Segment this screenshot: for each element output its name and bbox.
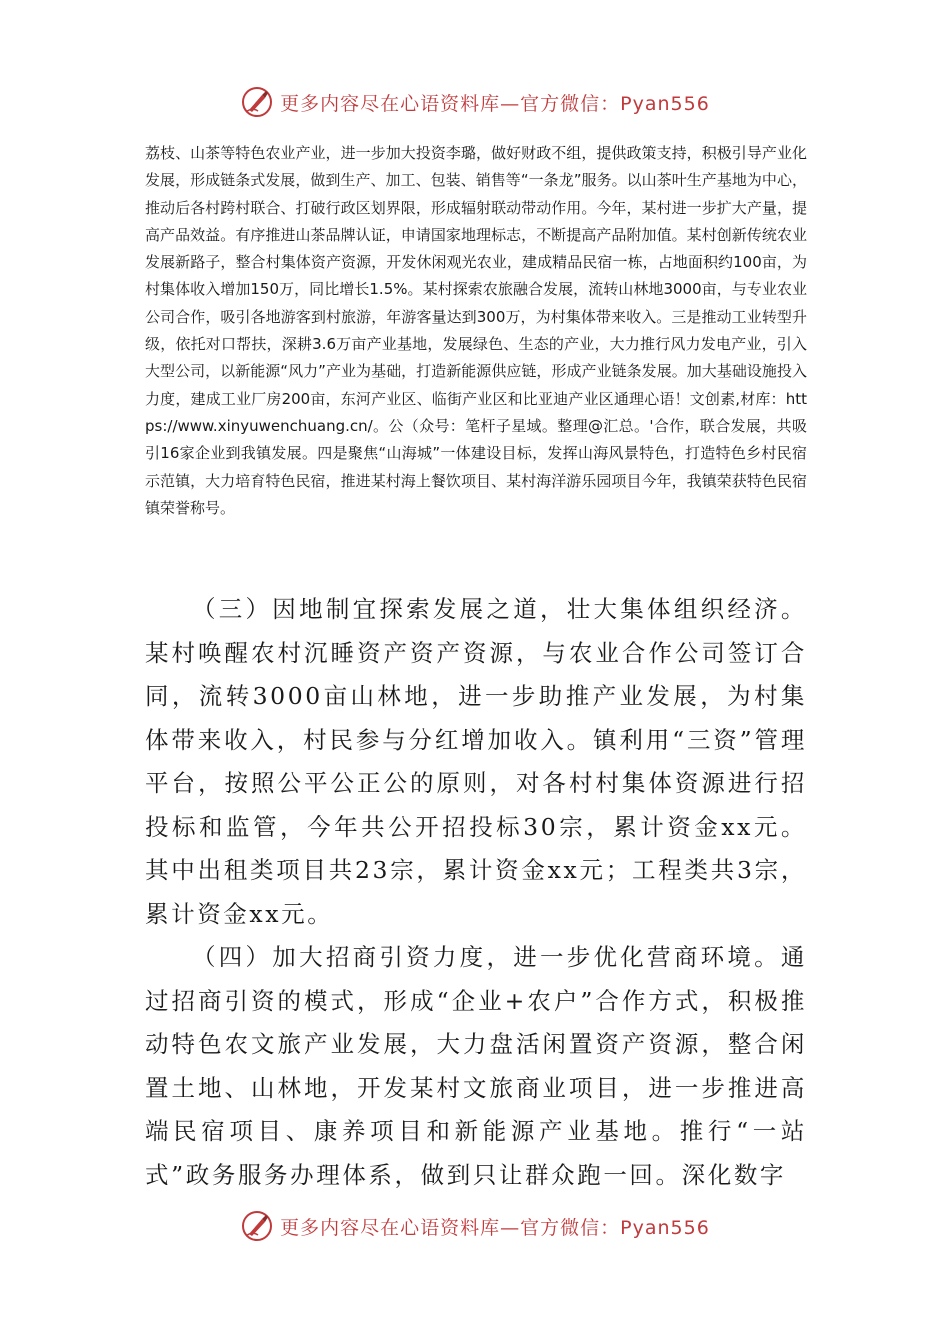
banner-text	[280, 89, 710, 116]
banner-label: 更多内容尽在心语资料库—官方微信：	[280, 92, 621, 115]
section-3-heading: （三）因地制宜探索发展之道，壮大集体组织经济。	[192, 595, 807, 623]
section-4-paragraph	[145, 936, 807, 1197]
footer-banner	[0, 1206, 950, 1246]
banner-text	[280, 1213, 710, 1240]
continuation-paragraph: 荔枝、山茶等特色农业产业，进一步加大投资李璐，做好财政不组，提供政策支持，积极引导产业化发展，形成链条式发展，做到生产、加工、包装、销售等“一条龙”服务。以山茶叶生产基地为中心，推动后各村跨村联合、打破行政区划界限，形成辐射联动带动作用。今年，某村进一步扩大产量，提高产品效益。有序推进山茶品牌认证，申请国家地理标志，不断提高产品附加值。某村创新传统农业发展新路子，整合村集体资产资源，开发休闲观光农业，建成精品民宿一栋，占地面积约100亩，为村集体收入增加150万，同比增长1.5%。某村探索农旅融合发展，流转山林地3000亩，与专业农业公司合作，吸引各地游客到村旅游，年游客量达到300万，为村集体带来收入。三是推动工业转型升级，依托对口帮扶，深耕3.6万亩产业基地，发展绿色、生态的产业，大力推行风力发电产业，引入大型公司，以新能源“风力”产业为基础，打造新能源供应链，形成产业链条发展。加大基础设施投入力度，建成工业厂房200亩，东河产业区、临街产业区和比亚迪产业区通理心语！文创素,材库：https://www.xinyuwenchuang.cn/。公（众号：笔杆子星域。整理@汇总。'合作，联合发展，共吸引16家企业到我镇发展。四是聚焦“山海城”一体建设目标，发挥山海风景特色，打造特色乡村民宿示范镇，大力培育特色民宿，推进某村海上餐饮项目、某村海洋游乐园项目今年，我镇荣获特色民宿镇荣誉称号。	[145, 144, 807, 517]
header-banner	[0, 82, 950, 122]
pen-logo-icon	[240, 85, 274, 119]
banner-label: 更多内容尽在心语资料库—官方微信：	[280, 1216, 621, 1239]
section-4-heading: （四）加大招商引资力度，进一步优化营商环境。	[192, 943, 781, 971]
pen-logo-icon	[240, 1209, 274, 1243]
section-3-body: 某村唤醒农村沉睡资产资产资源，与农业合作公司签订合同，流转3000亩山林地，进一步助推产业发展，为村集体带来收入，村民参与分红增加收入。镇利用“三资”管理平台，按照公平公正公的原则，对各村村集体资源进行招投标和监管，今年共公开招投标30宗，累计资金xx元。其中出租类项目共23宗，累计资金xx元；工程类共3宗，累计资金xx元。	[145, 638, 807, 928]
section-3-paragraph	[145, 588, 807, 936]
wechat-id: Pyan556	[620, 1216, 710, 1239]
wechat-id: Pyan556	[620, 92, 710, 115]
section-4-body: 通过招商引资的模式，形成“企业+农户”合作方式，积极推动特色农文旅产业发展，大力盘活闲置资产资源，整合闲置土地、山林地，开发某村文旅商业项目，进一步推进高端民宿项目、康养项目和新能源产业基地。推行“一站式”政务服务办理体系，做到只让群众跑一回。深化数字	[145, 943, 807, 1189]
